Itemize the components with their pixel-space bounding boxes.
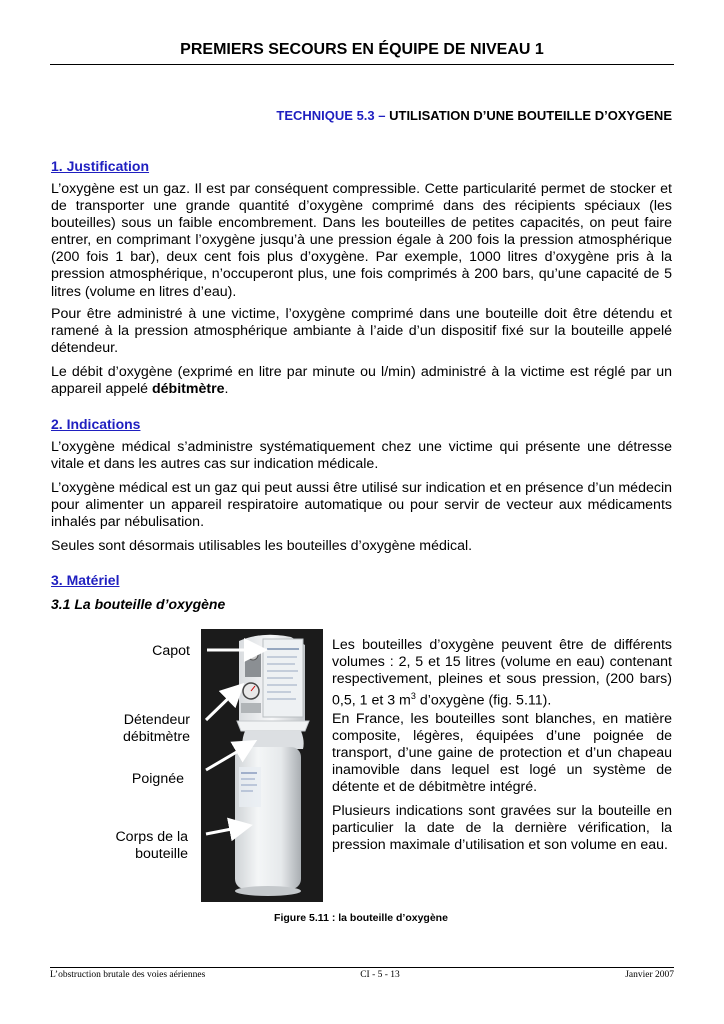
p3-end: . bbox=[224, 381, 229, 398]
footer-date: Janvier 2007 bbox=[625, 970, 674, 980]
justification-paragraph-2: Pour être administré à une victime, l’oxygène comprimé dans une bouteille doit être détendu et ramené à la pression atmosphérique ambiante à l’aide d’un dispositif fixé sur la bouteille appelé détendeur. bbox=[51, 306, 672, 357]
page-header-title: PREMIERS SECOURS EN ÉQUIPE DE NIVEAU 1 bbox=[180, 41, 544, 58]
label-poignee: Poignée bbox=[131, 771, 184, 787]
indications-paragraph-1: L’oxygène médical s’administre systématiquement chez une victime qui présente une détresse vitale et dans les autres cas sur indication médicale. bbox=[51, 439, 672, 473]
footer-page-number: CI - 5 - 13 bbox=[360, 970, 400, 980]
label-capot: Capot bbox=[152, 643, 190, 659]
label-detendeur-line1: Détendeur bbox=[123, 712, 190, 728]
justification-paragraph-1: L’oxygène est un gaz. Il est par conséquent compressible. Cette particularité permet de stocker et de transporter une grande quantité d’oxygène comprimé dans des récipients spéciaux (les bouteilles) sous un faible encombrement. Dans les bouteilles de petites capacités, on peut faire entrer, en comprimant l’oxygène jusqu’à une pression égale à 200 fois la pression atmosphérique (200 fois 1 bar), deux cent fois plus d’oxygène. Par exemple, 1000 litres d’oxygène pris à la pression atmosphérique, n’occuperont plus, une fois comprimés à 200 bars, qu’une capacité de 5 litres (volume en litres d’eau). bbox=[51, 181, 672, 300]
footer-divider bbox=[50, 967, 674, 968]
arrow-poignee bbox=[206, 743, 252, 770]
section-heading-materiel: 3. Matériel bbox=[51, 572, 120, 588]
p1-text: Les bouteilles d’oxygène peuvent être de différents volumes : 2, 5 et 15 litres (volume en eau) contenant respectivement, pleines et sous pression, (200 bars) 0,5, 1 et 3 m bbox=[332, 637, 672, 710]
section-heading-justification: 1. Justification bbox=[51, 158, 150, 174]
label-corps-line1: Corps de la bbox=[115, 829, 188, 845]
indications-paragraph-3: Seules sont désormais utilisables les bouteilles d’oxygène médical. bbox=[51, 538, 473, 554]
p1-end: d’oxygène (fig. 5.11). bbox=[415, 693, 552, 710]
section-heading-indications: 2. Indications bbox=[51, 416, 141, 432]
materiel-paragraph-3: Plusieurs indications sont gravées sur la bouteille en particulier la date de la dernière vérification, la pression maximale d’utilisation et son volume en eau. bbox=[332, 803, 672, 854]
technique-title: UTILISATION D’UNE BOUTEILLE D’OXYGENE bbox=[385, 108, 672, 123]
materiel-paragraph-2: En France, les bouteilles sont blanches, en matière composite, légères, équipées d’une poignée de transport, d’une gaine de protection et d’un chapeau inamovible dans lequel est logé un système de détente et de débitmètre intégré. bbox=[332, 711, 672, 796]
label-detendeur-line2: débitmètre bbox=[122, 729, 190, 746]
figure-caption: Figure 5.11 : la bouteille d’oxygène bbox=[274, 912, 448, 924]
arrow-detendeur bbox=[206, 687, 240, 720]
indications-paragraph-2: L’oxygène médical est un gaz qui peut aussi être utilisé sur indication et en présence d’un médecin pour alimenter un appareil respiratoire automatique ou pour servir de vecteur aux médicaments inhalés par nébulisation. bbox=[51, 480, 672, 531]
label-corps-line2: bouteille bbox=[135, 846, 188, 863]
cubic-superscript: 3 bbox=[410, 691, 416, 702]
p3-text: Le débit d’oxygène (exprimé en litre par minute ou l/min) administré à la victime est réglé par un appareil appelé bbox=[51, 364, 672, 398]
debitmetre-term: débitmètre bbox=[151, 381, 225, 398]
subheading-bouteille: 3.1 La bouteille d’oxygène bbox=[51, 596, 226, 612]
footer-left: L’obstruction brutale des voies aériennes bbox=[50, 970, 206, 980]
materiel-paragraph-1 bbox=[332, 637, 672, 710]
arrow-corps bbox=[206, 826, 247, 834]
technique-code: TECHNIQUE 5.3 – bbox=[276, 108, 386, 123]
